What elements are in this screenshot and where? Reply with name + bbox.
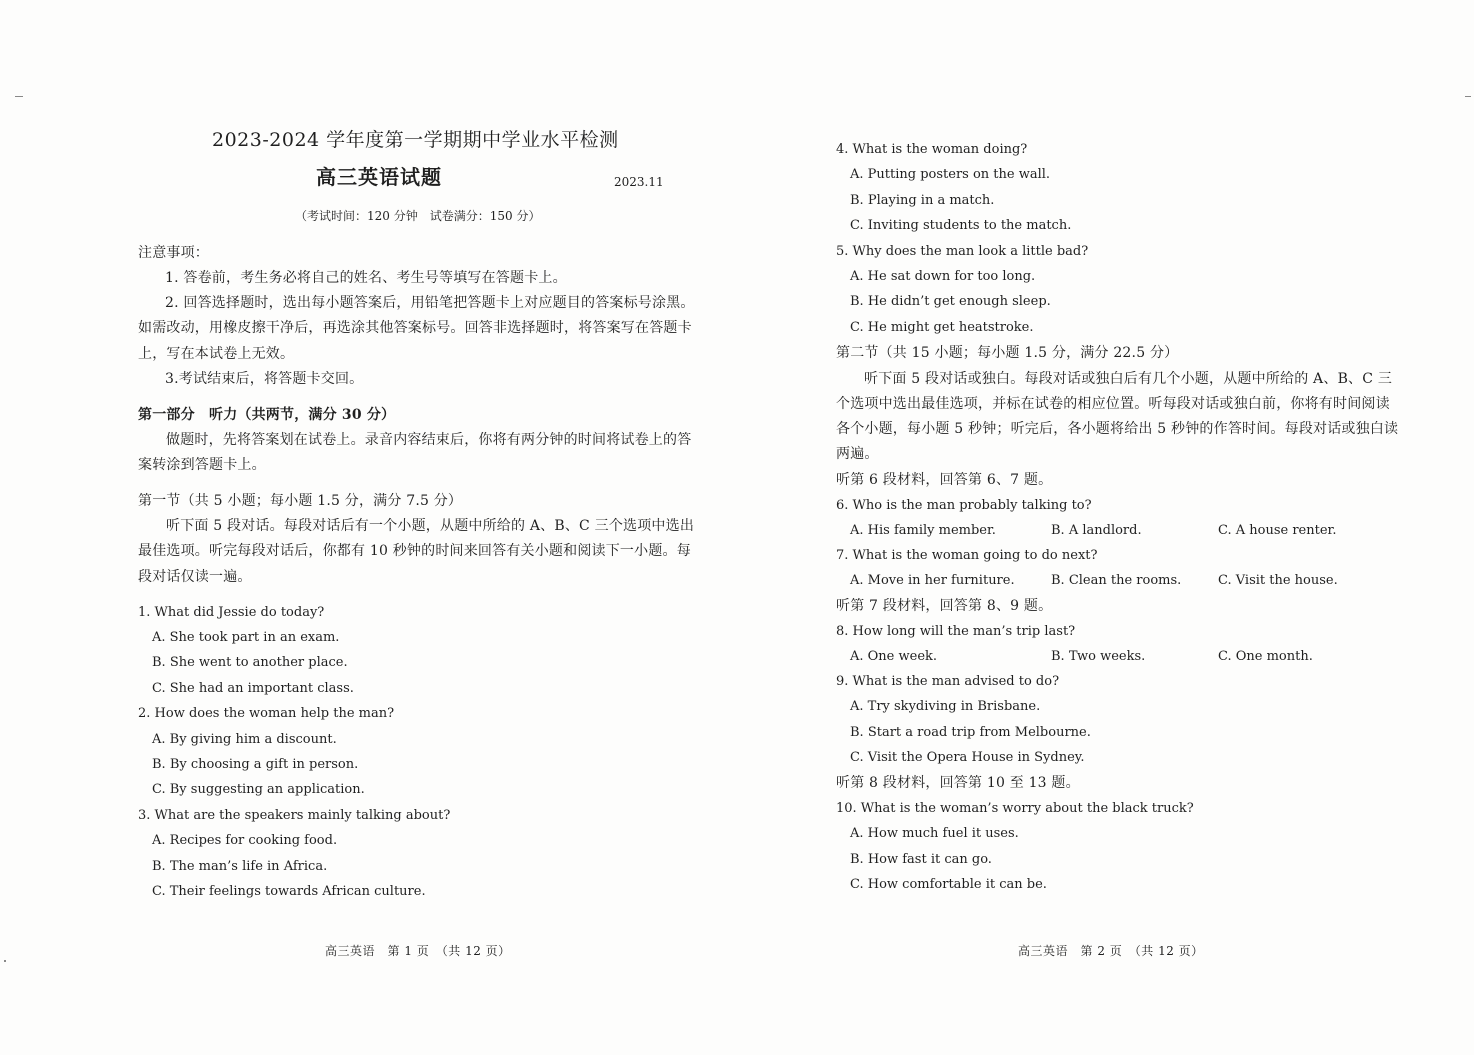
option: A. Recipes for cooking food. [152, 833, 338, 848]
section2-instruction: 听下面 5 段对话或独白。每段对话或独白后有几个小题，从题中所给的 A、B、C 三 [864, 371, 1393, 387]
material-heading: 听第 8 段材料，回答第 10 至 13 题。 [836, 775, 1080, 791]
option: A. Putting posters on the wall. [850, 167, 1051, 182]
option: C. She had an important class. [152, 681, 354, 696]
option: B. A landlord. [1051, 523, 1142, 538]
option: B. Clean the rooms. [1051, 573, 1182, 588]
section1-instruction: 听下面 5 段对话。每段对话后有一个小题，从题中所给的 A、B、C 三个选项中选出 [166, 518, 695, 534]
option: A. By giving him a discount. [152, 732, 337, 747]
exam-page-2 [737, 0, 1474, 1055]
question: 2. How does the woman help the man? [138, 706, 395, 721]
option: A. His family member. [850, 523, 996, 538]
question: 7. What is the woman going to do next? [836, 548, 1098, 563]
notice-heading: 注意事项： [138, 245, 209, 261]
option: A. He sat down for too long. [850, 269, 1036, 284]
section1-instruction: 段对话仅读一遍。 [138, 569, 252, 585]
option: C. He might get heatstroke. [850, 320, 1034, 335]
question: 5. Why does the man look a little bad? [836, 244, 1089, 259]
section2-heading: 第二节（共 15 小题；每小题 1.5 分，满分 22.5 分） [836, 345, 1179, 361]
page-footer: 高三英语 第 1 页 （共 12 页） [325, 944, 511, 958]
option: A. She took part in an exam. [152, 630, 340, 645]
option: C. Visit the house. [1218, 573, 1338, 588]
option: B. He didn’t get enough sleep. [850, 294, 1051, 309]
question: 10. What is the woman’s worry about the black truck? [836, 801, 1194, 816]
option: C. A house renter. [1218, 523, 1337, 538]
part1-instruction: 案转涂到答题卡上。 [138, 457, 266, 473]
section2-instruction: 两遍。 [836, 446, 879, 462]
question: 9. What is the man advised to do? [836, 674, 1060, 689]
option: C. How comfortable it can be. [850, 877, 1047, 892]
notice-item: 3.考试结束后，将答题卡交回。 [165, 371, 364, 387]
material-heading: 听第 6 段材料，回答第 6、7 题。 [836, 472, 1053, 488]
option: B. The man’s life in Africa. [152, 859, 328, 874]
scan-speck [4, 960, 6, 962]
exam-info: （考试时间：120 分钟 试卷满分：150 分） [295, 209, 541, 223]
part1-heading: 第一部分 听力（共两节，满分 30 分） [138, 407, 396, 423]
option: C. One month. [1218, 649, 1313, 664]
exam-title: 2023-2024 学年度第一学期期中学业水平检测 [212, 129, 619, 151]
page-footer: 高三英语 第 2 页 （共 12 页） [1018, 944, 1204, 958]
option: B. She went to another place. [152, 655, 348, 670]
question: 3. What are the speakers mainly talking about? [138, 808, 451, 823]
option: C. Their feelings towards African culture. [152, 884, 426, 899]
section2-instruction: 个选项中选出最佳选项，并标在试卷的相应位置。听每段对话或独白前，你将有时间阅读 [836, 396, 1390, 412]
notice-item: 1. 答卷前，考生务必将自己的姓名、考生号等填写在答题卡上。 [165, 270, 567, 286]
question: 4. What is the woman doing? [836, 142, 1028, 157]
option: B. Two weeks. [1051, 649, 1146, 664]
notice-item: 如需改动，用橡皮擦干净后，再选涂其他答案标号。回答非选择题时，将答案写在答题卡 [138, 320, 692, 336]
notice-item: 上，写在本试卷上无效。 [138, 346, 295, 362]
section1-heading: 第一节（共 5 小题；每小题 1.5 分，满分 7.5 分） [138, 493, 463, 509]
question: 8. How long will the man’s trip last? [836, 624, 1076, 639]
exam-date: 2023.11 [614, 175, 664, 189]
question: 1. What did Jessie do today? [138, 605, 325, 620]
scan-speck [15, 96, 23, 97]
question: 6. Who is the man probably talking to? [836, 498, 1092, 513]
option: B. How fast it can go. [850, 852, 992, 867]
exam-subtitle: 高三英语试题 [316, 165, 442, 189]
option: C. Visit the Opera House in Sydney. [850, 750, 1085, 765]
option: A. One week. [850, 649, 938, 664]
option: B. By choosing a gift in person. [152, 757, 359, 772]
option: C. Inviting students to the match. [850, 218, 1072, 233]
option: C. By suggesting an application. [152, 782, 365, 797]
section2-instruction: 各个小题，每小题 5 秒钟；听完后，各小题将给出 5 秒钟的作答时间。每段对话或独白读 [836, 421, 1399, 437]
scan-speck [1465, 96, 1471, 97]
option: A. Try skydiving in Brisbane. [850, 699, 1041, 714]
option: B. Playing in a match. [850, 193, 995, 208]
option: B. Start a road trip from Melbourne. [850, 725, 1091, 740]
notice-item: 2. 回答选择题时，选出每小题答案后，用铅笔把答题卡上对应题目的答案标号涂黑。 [165, 295, 695, 311]
material-heading: 听第 7 段材料，回答第 8、9 题。 [836, 598, 1053, 614]
section1-instruction: 最佳选项。听完每段对话后，你都有 10 秒钟的时间来回答有关小题和阅读下一小题。每 [138, 543, 691, 559]
option: A. How much fuel it uses. [850, 826, 1019, 841]
option: A. Move in her furniture. [850, 573, 1015, 588]
part1-instruction: 做题时，先将答案划在试卷上。录音内容结束后，你将有两分钟的时间将试卷上的答 [166, 432, 692, 448]
